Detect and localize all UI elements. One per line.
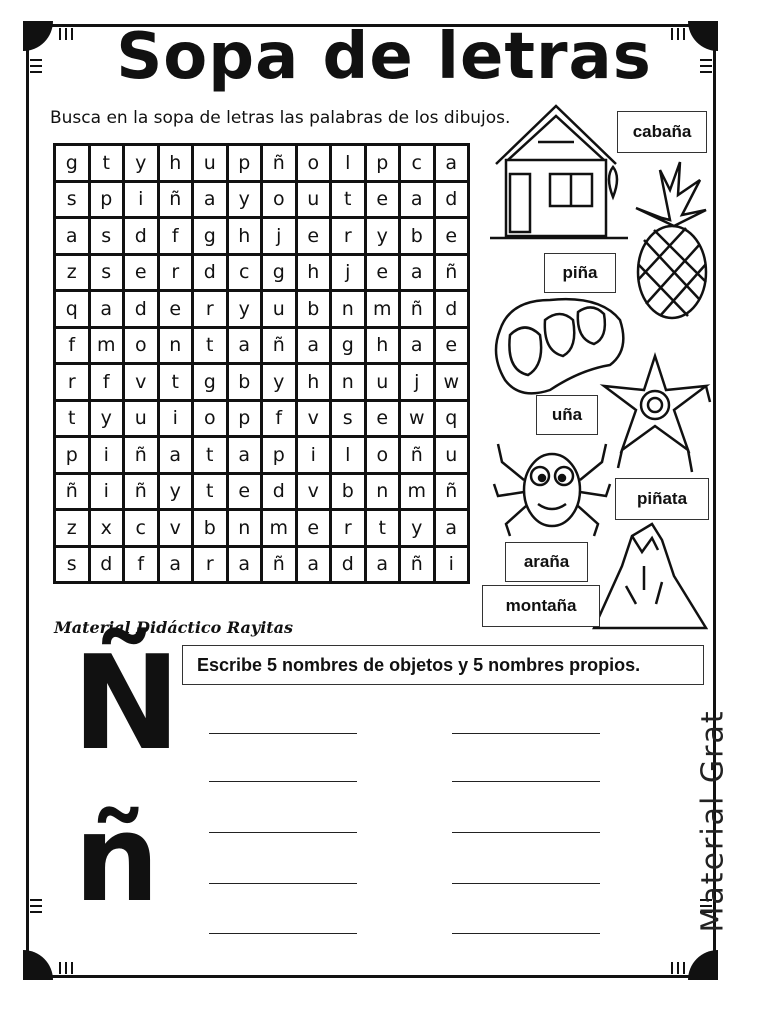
grid-cell[interactable]: r: [193, 546, 228, 583]
writing-line[interactable]: [452, 832, 600, 833]
label-arana: araña: [505, 542, 588, 582]
grid-cell[interactable]: e: [434, 218, 469, 255]
grid-cell[interactable]: t: [331, 181, 366, 218]
grid-cell[interactable]: y: [400, 510, 435, 547]
grid-row: [55, 218, 469, 255]
grid-cell[interactable]: x: [89, 510, 124, 547]
grid-cell[interactable]: ñ: [124, 473, 159, 510]
grid-cell[interactable]: c: [124, 510, 159, 547]
grid-cell[interactable]: s: [331, 400, 366, 437]
grid-cell[interactable]: g: [262, 254, 297, 291]
writing-line[interactable]: [452, 733, 600, 734]
grid-cell[interactable]: s: [55, 546, 90, 583]
grid-cell[interactable]: h: [365, 327, 400, 364]
grid-cell[interactable]: d: [434, 181, 469, 218]
grid-cell[interactable]: a: [296, 327, 331, 364]
grid-cell[interactable]: z: [55, 510, 90, 547]
grid-cell[interactable]: o: [124, 327, 159, 364]
grid-cell[interactable]: ñ: [434, 473, 469, 510]
grid-row: [55, 437, 469, 474]
grid-cell[interactable]: m: [262, 510, 297, 547]
writing-line[interactable]: [209, 883, 357, 884]
grid-cell[interactable]: t: [365, 510, 400, 547]
grid-cell[interactable]: i: [124, 181, 159, 218]
grid-cell[interactable]: v: [296, 400, 331, 437]
pineapple-illustration: [630, 160, 710, 320]
grid-cell[interactable]: a: [158, 437, 193, 474]
grid-cell[interactable]: y: [227, 291, 262, 328]
grid-cell[interactable]: r: [331, 510, 366, 547]
grid-cell[interactable]: r: [55, 364, 90, 401]
grid-cell[interactable]: g: [193, 218, 228, 255]
task-instruction: Escribe 5 nombres de objetos y 5 nombres propios.: [182, 645, 704, 685]
grid-cell[interactable]: e: [296, 510, 331, 547]
grid-cell[interactable]: u: [193, 145, 228, 182]
grid-row: [55, 254, 469, 291]
grid-cell[interactable]: s: [89, 254, 124, 291]
grid-cell[interactable]: e: [434, 327, 469, 364]
grid-cell[interactable]: e: [124, 254, 159, 291]
grid-cell[interactable]: o: [296, 145, 331, 182]
grid-cell[interactable]: ñ: [262, 327, 297, 364]
grid-cell[interactable]: b: [331, 473, 366, 510]
grid-cell[interactable]: e: [365, 254, 400, 291]
writing-line[interactable]: [209, 781, 357, 782]
grid-cell[interactable]: g: [193, 364, 228, 401]
cabin-illustration: [488, 102, 633, 247]
label-pinata: piñata: [615, 478, 709, 520]
grid-cell[interactable]: q: [55, 291, 90, 328]
grid-cell[interactable]: p: [89, 181, 124, 218]
grid-cell[interactable]: u: [124, 400, 159, 437]
lowercase-letter: ñ: [74, 790, 160, 929]
grid-cell[interactable]: i: [158, 400, 193, 437]
grid-cell[interactable]: p: [227, 400, 262, 437]
grid-cell[interactable]: t: [89, 145, 124, 182]
label-cabana: cabaña: [617, 111, 707, 153]
grid-cell[interactable]: i: [89, 437, 124, 474]
grid-cell[interactable]: o: [262, 181, 297, 218]
grid-cell[interactable]: q: [434, 400, 469, 437]
grid-cell[interactable]: o: [193, 400, 228, 437]
grid-cell[interactable]: ñ: [400, 291, 435, 328]
grid-cell[interactable]: b: [193, 510, 228, 547]
grid-cell[interactable]: r: [331, 218, 366, 255]
grid-cell[interactable]: n: [227, 510, 262, 547]
grid-cell[interactable]: h: [296, 364, 331, 401]
grid-cell[interactable]: a: [193, 181, 228, 218]
label-una: uña: [536, 395, 598, 435]
grid-cell[interactable]: ñ: [400, 437, 435, 474]
grid-cell[interactable]: f: [89, 364, 124, 401]
grid-cell[interactable]: g: [331, 327, 366, 364]
grid-cell[interactable]: p: [365, 145, 400, 182]
grid-cell[interactable]: a: [400, 181, 435, 218]
grid-row: [55, 546, 469, 583]
grid-cell[interactable]: d: [124, 291, 159, 328]
grid-cell[interactable]: a: [55, 218, 90, 255]
grid-cell[interactable]: y: [262, 364, 297, 401]
grid-cell[interactable]: d: [434, 291, 469, 328]
grid-cell[interactable]: i: [434, 546, 469, 583]
grid-cell[interactable]: ñ: [262, 145, 297, 182]
writing-line[interactable]: [452, 781, 600, 782]
grid-row: [55, 181, 469, 218]
grid-cell[interactable]: ñ: [262, 546, 297, 583]
grid-cell[interactable]: ñ: [400, 546, 435, 583]
grid-cell[interactable]: f: [262, 400, 297, 437]
grid-cell[interactable]: e: [158, 291, 193, 328]
label-pina: piña: [544, 253, 616, 293]
grid-cell[interactable]: a: [227, 437, 262, 474]
page-title: Sopa de letras: [116, 20, 652, 94]
grid-cell[interactable]: a: [89, 291, 124, 328]
grid-cell[interactable]: r: [158, 254, 193, 291]
grid-cell[interactable]: c: [227, 254, 262, 291]
grid-row: [55, 364, 469, 401]
grid-cell[interactable]: d: [89, 546, 124, 583]
grid-cell[interactable]: f: [55, 327, 90, 364]
pinata-illustration: [598, 350, 712, 476]
grid-cell[interactable]: f: [124, 546, 159, 583]
grid-cell[interactable]: p: [262, 437, 297, 474]
grid-cell[interactable]: v: [158, 510, 193, 547]
writing-line[interactable]: [452, 883, 600, 884]
grid-cell[interactable]: ñ: [124, 437, 159, 474]
grid-cell[interactable]: u: [262, 291, 297, 328]
grid-cell[interactable]: w: [434, 364, 469, 401]
grid-cell[interactable]: v: [296, 473, 331, 510]
grid-cell[interactable]: b: [400, 218, 435, 255]
grid-cell[interactable]: u: [365, 364, 400, 401]
grid-cell[interactable]: d: [193, 254, 228, 291]
grid-cell[interactable]: t: [55, 400, 90, 437]
grid-cell[interactable]: f: [158, 218, 193, 255]
grid-cell[interactable]: p: [227, 145, 262, 182]
grid-cell[interactable]: d: [124, 218, 159, 255]
writing-line[interactable]: [209, 933, 357, 934]
grid-cell[interactable]: y: [89, 400, 124, 437]
grid-cell[interactable]: y: [227, 181, 262, 218]
grid-cell[interactable]: h: [296, 254, 331, 291]
grid-cell[interactable]: m: [89, 327, 124, 364]
grid-cell[interactable]: s: [89, 218, 124, 255]
grid-cell[interactable]: t: [193, 437, 228, 474]
grid-cell[interactable]: n: [331, 364, 366, 401]
grid-cell[interactable]: a: [434, 145, 469, 182]
grid-cell[interactable]: j: [331, 254, 366, 291]
grid-cell[interactable]: g: [55, 145, 90, 182]
grid-cell[interactable]: c: [400, 145, 435, 182]
grid-cell[interactable]: e: [365, 181, 400, 218]
grid-cell[interactable]: n: [365, 473, 400, 510]
grid-cell[interactable]: s: [55, 181, 90, 218]
grid-cell[interactable]: d: [331, 546, 366, 583]
grid-cell[interactable]: t: [158, 364, 193, 401]
grid-row: [55, 400, 469, 437]
grid-cell[interactable]: l: [331, 145, 366, 182]
grid-cell[interactable]: t: [193, 473, 228, 510]
grid-cell[interactable]: o: [365, 437, 400, 474]
grid-cell[interactable]: a: [400, 254, 435, 291]
mountain-illustration: [592, 516, 708, 630]
grid-cell[interactable]: m: [365, 291, 400, 328]
grid-cell[interactable]: e: [365, 400, 400, 437]
brand-text: Material Didáctico Rayitas: [54, 618, 294, 637]
grid-cell[interactable]: a: [434, 510, 469, 547]
grid-row: [55, 145, 469, 182]
grid-cell[interactable]: h: [227, 218, 262, 255]
grid-cell[interactable]: z: [55, 254, 90, 291]
grid-cell[interactable]: b: [296, 291, 331, 328]
grid-cell[interactable]: b: [227, 364, 262, 401]
grid-cell[interactable]: m: [400, 473, 435, 510]
grid-row: [55, 510, 469, 547]
grid-cell[interactable]: l: [331, 437, 366, 474]
grid-cell[interactable]: a: [227, 327, 262, 364]
grid-cell[interactable]: i: [296, 437, 331, 474]
grid-cell[interactable]: e: [296, 218, 331, 255]
grid-cell[interactable]: y: [158, 473, 193, 510]
instruction-text: Busca en la sopa de letras las palabras de los dibujos.: [50, 108, 511, 128]
uppercase-letter: Ñ: [72, 627, 181, 779]
grid-cell[interactable]: v: [124, 364, 159, 401]
grid-cell[interactable]: e: [227, 473, 262, 510]
grid-cell[interactable]: ñ: [434, 254, 469, 291]
grid-cell[interactable]: r: [193, 291, 228, 328]
word-search-grid: [53, 143, 470, 584]
grid-cell[interactable]: ñ: [158, 181, 193, 218]
grid-cell[interactable]: n: [158, 327, 193, 364]
writing-line[interactable]: [209, 832, 357, 833]
grid-cell[interactable]: n: [331, 291, 366, 328]
grid-cell[interactable]: a: [296, 546, 331, 583]
side-watermark-text: Material Grat: [695, 709, 731, 933]
grid-cell[interactable]: a: [227, 546, 262, 583]
grid-row: [55, 291, 469, 328]
grid-cell[interactable]: y: [124, 145, 159, 182]
writing-line[interactable]: [452, 933, 600, 934]
writing-line[interactable]: [209, 733, 357, 734]
grid-cell[interactable]: p: [55, 437, 90, 474]
grid-row: [55, 327, 469, 364]
label-montana: montaña: [482, 585, 600, 627]
grid-cell[interactable]: w: [400, 400, 435, 437]
grid-cell[interactable]: a: [365, 546, 400, 583]
grid-cell[interactable]: j: [262, 218, 297, 255]
grid-cell[interactable]: u: [434, 437, 469, 474]
grid-cell[interactable]: h: [158, 145, 193, 182]
grid-cell[interactable]: a: [158, 546, 193, 583]
grid-cell[interactable]: t: [193, 327, 228, 364]
grid-cell[interactable]: j: [400, 364, 435, 401]
grid-cell[interactable]: ñ: [55, 473, 90, 510]
grid-cell[interactable]: d: [262, 473, 297, 510]
grid-cell[interactable]: u: [296, 181, 331, 218]
grid-cell[interactable]: i: [89, 473, 124, 510]
grid-row: [55, 473, 469, 510]
grid-cell[interactable]: y: [365, 218, 400, 255]
grid-cell[interactable]: a: [400, 327, 435, 364]
